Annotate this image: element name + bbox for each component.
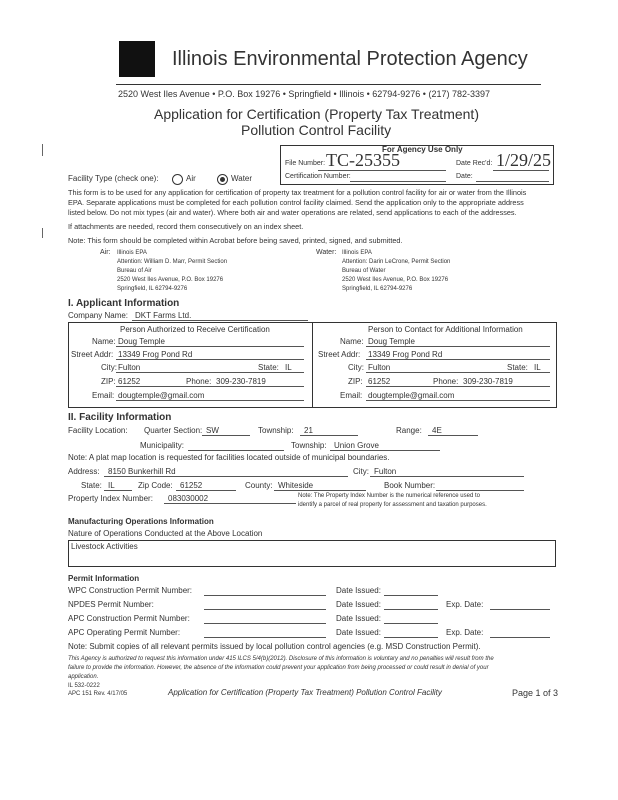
file-number-value: TC-25355 bbox=[326, 150, 400, 170]
facility-state-value[interactable]: IL bbox=[108, 481, 115, 490]
water-address-line: Springfield, IL 62794-9276 bbox=[342, 286, 413, 292]
contact-heading: Person to Contact for Additional Information bbox=[368, 325, 523, 334]
facility-county-value[interactable]: Whiteside bbox=[278, 481, 314, 490]
permit-note: Note: Submit copies of all relevant permits issued by local pollution control agencies (e.g. MSD Construction Permit). bbox=[68, 642, 481, 651]
date-recd-label: Date Rec'd: bbox=[456, 160, 493, 167]
field-line bbox=[370, 476, 524, 477]
page-number: Page 1 of 3 bbox=[512, 688, 559, 698]
cert-number-label: Certification Number: bbox=[285, 173, 351, 180]
form-title: Application for Certification (Property Tax Treatment) bbox=[154, 106, 479, 122]
applicant-section-title: I. Applicant Information bbox=[68, 298, 180, 309]
permit-heading: Permit Information bbox=[68, 574, 140, 583]
facility-zip-label: Zip Code: bbox=[138, 481, 173, 490]
field-line bbox=[366, 386, 550, 387]
state-label: State: bbox=[258, 363, 279, 372]
date-line bbox=[476, 181, 549, 182]
phone-label: Phone: bbox=[433, 377, 459, 386]
field-line bbox=[204, 637, 326, 638]
permit-row-label: APC Operating Permit Number: bbox=[68, 628, 181, 637]
form-revision: APC 151 Rev. 4/17/05 bbox=[68, 691, 128, 697]
scan-mark bbox=[42, 144, 43, 156]
water-address-line: Illinois EPA bbox=[342, 250, 372, 256]
air-address-line: Illinois EPA bbox=[117, 250, 147, 256]
facility-address-label: Address: bbox=[68, 467, 100, 476]
municipality-label: Municipality: bbox=[140, 441, 185, 450]
field-line bbox=[300, 435, 358, 436]
field-line bbox=[274, 490, 366, 491]
range-value[interactable]: 4E bbox=[432, 426, 442, 435]
field-line bbox=[116, 400, 304, 401]
facility-section-title: II. Facility Information bbox=[68, 412, 172, 423]
authorized-state[interactable]: IL bbox=[285, 363, 292, 372]
facility-county-label: County: bbox=[245, 481, 273, 490]
authorized-street[interactable]: 13349 Frog Pond Rd bbox=[118, 350, 193, 359]
email-label: Email: bbox=[92, 391, 115, 400]
date-recd-value: 1/29/25 bbox=[496, 150, 552, 170]
agency-logo bbox=[119, 41, 155, 77]
pin-value[interactable]: 083030002 bbox=[168, 494, 209, 503]
authorized-zip[interactable]: 61252 bbox=[118, 377, 141, 386]
instructions-line: This form is to be used for any application for certification of property tax treatment for a pollution control facility for air or water from the Illinois bbox=[68, 188, 527, 197]
city-label: City: bbox=[101, 363, 117, 372]
field-line bbox=[116, 386, 304, 387]
facility-city-label: City: bbox=[353, 467, 369, 476]
township-name-label: Township: bbox=[291, 441, 327, 450]
name-label: Name: bbox=[92, 337, 116, 346]
footer-form-title: Application for Certification (Property Tax Treatment) Pollution Control Facility bbox=[168, 688, 442, 697]
water-address-label: Water: bbox=[316, 249, 337, 256]
field-line bbox=[204, 623, 326, 624]
facility-location-label: Facility Location: bbox=[68, 426, 128, 435]
permit-date-issued-label: Date Issued: bbox=[336, 614, 381, 623]
city-label: City: bbox=[348, 363, 364, 372]
authorized-phone[interactable]: 309-230-7819 bbox=[216, 377, 266, 386]
water-address-line: 2520 West Iles Avenue, P.O. Box 19276 bbox=[342, 277, 449, 283]
form-subtitle: Pollution Control Facility bbox=[241, 122, 392, 138]
facility-type-label: Facility Type (check one): bbox=[68, 174, 159, 183]
pin-label: Property Index Number: bbox=[68, 494, 153, 503]
field-line bbox=[384, 595, 438, 596]
permit-exp-date-label: Exp. Date: bbox=[446, 600, 484, 609]
permit-date-issued-label: Date Issued: bbox=[336, 586, 381, 595]
attachments-note: If attachments are needed, record them consecutively on an index sheet. bbox=[68, 222, 304, 231]
authorized-name[interactable]: Doug Temple bbox=[118, 337, 165, 346]
permit-date-issued-label: Date Issued: bbox=[336, 600, 381, 609]
water-address-line: Bureau of Water bbox=[342, 268, 386, 274]
field-line bbox=[188, 450, 284, 451]
water-label: Water bbox=[231, 174, 253, 183]
facility-city-value[interactable]: Fulton bbox=[374, 467, 397, 476]
permit-row-label: WPC Construction Permit Number: bbox=[68, 586, 193, 595]
state-label: State: bbox=[507, 363, 528, 372]
field-line bbox=[490, 637, 550, 638]
name-label: Name: bbox=[340, 337, 364, 346]
plat-map-note: Note: A plat map location is requested for facilities located outside of municipal boundaries. bbox=[68, 453, 390, 462]
field-line bbox=[366, 359, 550, 360]
field-line bbox=[116, 346, 304, 347]
township-name-value[interactable]: Union Grove bbox=[334, 441, 379, 450]
agency-use-heading: For Agency Use Only bbox=[382, 145, 463, 154]
disclaimer-line: application. bbox=[68, 674, 99, 680]
contact-email[interactable]: dougtemple@gmail.com bbox=[368, 391, 455, 400]
field-line bbox=[384, 609, 438, 610]
field-line bbox=[384, 637, 438, 638]
agency-name: Illinois Environmental Protection Agency bbox=[172, 48, 528, 70]
instructions-line: EPA. Separate applications must be completed for each pollution control facility claimed. Send the application only to the appropriate address bbox=[68, 198, 524, 207]
water-address-line: Attention: Darin LeCrone, Permit Section bbox=[342, 259, 451, 265]
air-address-line: 2520 West Iles Avenue, P.O. Box 19276 bbox=[117, 277, 224, 283]
authorized-email[interactable]: dougtemple@gmail.com bbox=[118, 391, 205, 400]
scan-mark bbox=[42, 228, 43, 238]
field-line bbox=[104, 476, 348, 477]
water-radio[interactable] bbox=[217, 174, 228, 185]
phone-label: Phone: bbox=[186, 377, 212, 386]
field-line bbox=[204, 609, 326, 610]
manufacturing-heading: Manufacturing Operations Information bbox=[68, 517, 214, 526]
company-name-value[interactable]: DKT Farms Ltd. bbox=[135, 311, 192, 320]
nature-of-operations-field[interactable] bbox=[68, 540, 556, 567]
file-number-line bbox=[318, 170, 446, 171]
quarter-section-label: Quarter Section: bbox=[144, 426, 203, 435]
permit-date-issued-label: Date Issued: bbox=[336, 628, 381, 637]
field-line bbox=[384, 623, 438, 624]
disclaimer-line: failure to provide the information. However, the absence of the information could prevent your application from being processed or could result in denial of your bbox=[68, 665, 489, 671]
field-line bbox=[202, 435, 250, 436]
nature-of-operations-label: Nature of Operations Conducted at the Above Location bbox=[68, 529, 263, 538]
form-id: IL 532-0222 bbox=[68, 683, 100, 689]
field-line bbox=[164, 503, 296, 504]
field-line bbox=[436, 490, 524, 491]
field-line bbox=[116, 372, 304, 373]
agency-address: 2520 West Iles Avenue • P.O. Box 19276 • Springfield • Illinois • 62794-9276 • (217) 782-3397 bbox=[118, 89, 490, 99]
pin-note: identify a parcel of real property for assessment and taxation purposes. bbox=[298, 502, 487, 508]
cert-number-line bbox=[350, 181, 446, 182]
quarter-section-value[interactable]: SW bbox=[206, 426, 219, 435]
air-address-line: Bureau of Air bbox=[117, 268, 152, 274]
file-number-label: File Number: bbox=[285, 160, 326, 167]
contact-zip[interactable]: 61252 bbox=[368, 377, 391, 386]
permit-row-label: APC Construction Permit Number: bbox=[68, 614, 190, 623]
email-label: Email: bbox=[340, 391, 363, 400]
street-label: Street Addr: bbox=[318, 350, 361, 359]
contact-phone[interactable]: 309-230-7819 bbox=[463, 377, 513, 386]
acrobat-note: Note: This form should be completed within Acrobat before being saved, printed, signed, and submitted. bbox=[68, 236, 403, 245]
range-label: Range: bbox=[396, 426, 422, 435]
header-rule bbox=[116, 84, 541, 85]
facility-zip-value[interactable]: 61252 bbox=[180, 481, 203, 490]
township-number-value[interactable]: 21 bbox=[304, 426, 313, 435]
zip-label: ZIP: bbox=[101, 377, 116, 386]
field-line bbox=[204, 595, 326, 596]
permit-row-label: NPDES Permit Number: bbox=[68, 600, 154, 609]
nature-of-operations-value: Livestock Activities bbox=[71, 542, 138, 551]
field-line bbox=[330, 450, 440, 451]
instructions-line: listed below. Do not mix types (air and water). Where both air and water operations are related, send applications to each of the addresses. bbox=[68, 208, 517, 217]
field-line bbox=[490, 609, 550, 610]
date-recd-line bbox=[493, 170, 549, 171]
facility-state-label: State: bbox=[81, 481, 102, 490]
company-name-line bbox=[132, 320, 308, 321]
zip-label: ZIP: bbox=[348, 377, 363, 386]
disclaimer-line: This Agency is authorized to request this information under 415 ILCS 5/4(b)(2012). Disclosure of this information is voluntary and no penalties will result from the bbox=[68, 656, 494, 662]
air-address-line: Attention: William D. Marr, Permit Section bbox=[117, 259, 228, 265]
field-line bbox=[366, 346, 550, 347]
field-line bbox=[366, 372, 550, 373]
authorized-city[interactable]: Fulton bbox=[118, 363, 141, 372]
township-number-label: Township: bbox=[258, 426, 294, 435]
air-address-line: Springfield, IL 62794-9276 bbox=[117, 286, 188, 292]
date-label: Date: bbox=[456, 173, 473, 180]
contact-state[interactable]: IL bbox=[534, 363, 541, 372]
field-line bbox=[176, 490, 236, 491]
field-line bbox=[366, 400, 550, 401]
pin-note: Note: The Property Index Number is the numerical reference used to bbox=[298, 493, 480, 499]
permit-exp-date-label: Exp. Date: bbox=[446, 628, 484, 637]
air-address-label: Air: bbox=[100, 249, 111, 256]
contact-city[interactable]: Fulton bbox=[368, 363, 391, 372]
field-line bbox=[104, 490, 132, 491]
air-radio[interactable] bbox=[172, 174, 183, 185]
street-label: Street Addr: bbox=[71, 350, 114, 359]
book-number-label: Book Number: bbox=[384, 481, 436, 490]
authorized-heading: Person Authorized to Receive Certification bbox=[120, 325, 270, 334]
facility-address-value[interactable]: 8150 Bunkerhill Rd bbox=[108, 467, 176, 476]
field-line bbox=[116, 359, 304, 360]
company-name-label: Company Name: bbox=[68, 311, 129, 320]
air-label: Air bbox=[186, 174, 196, 183]
contact-street[interactable]: 13349 Frog Pond Rd bbox=[368, 350, 443, 359]
field-line bbox=[428, 435, 478, 436]
contact-name[interactable]: Doug Temple bbox=[368, 337, 415, 346]
